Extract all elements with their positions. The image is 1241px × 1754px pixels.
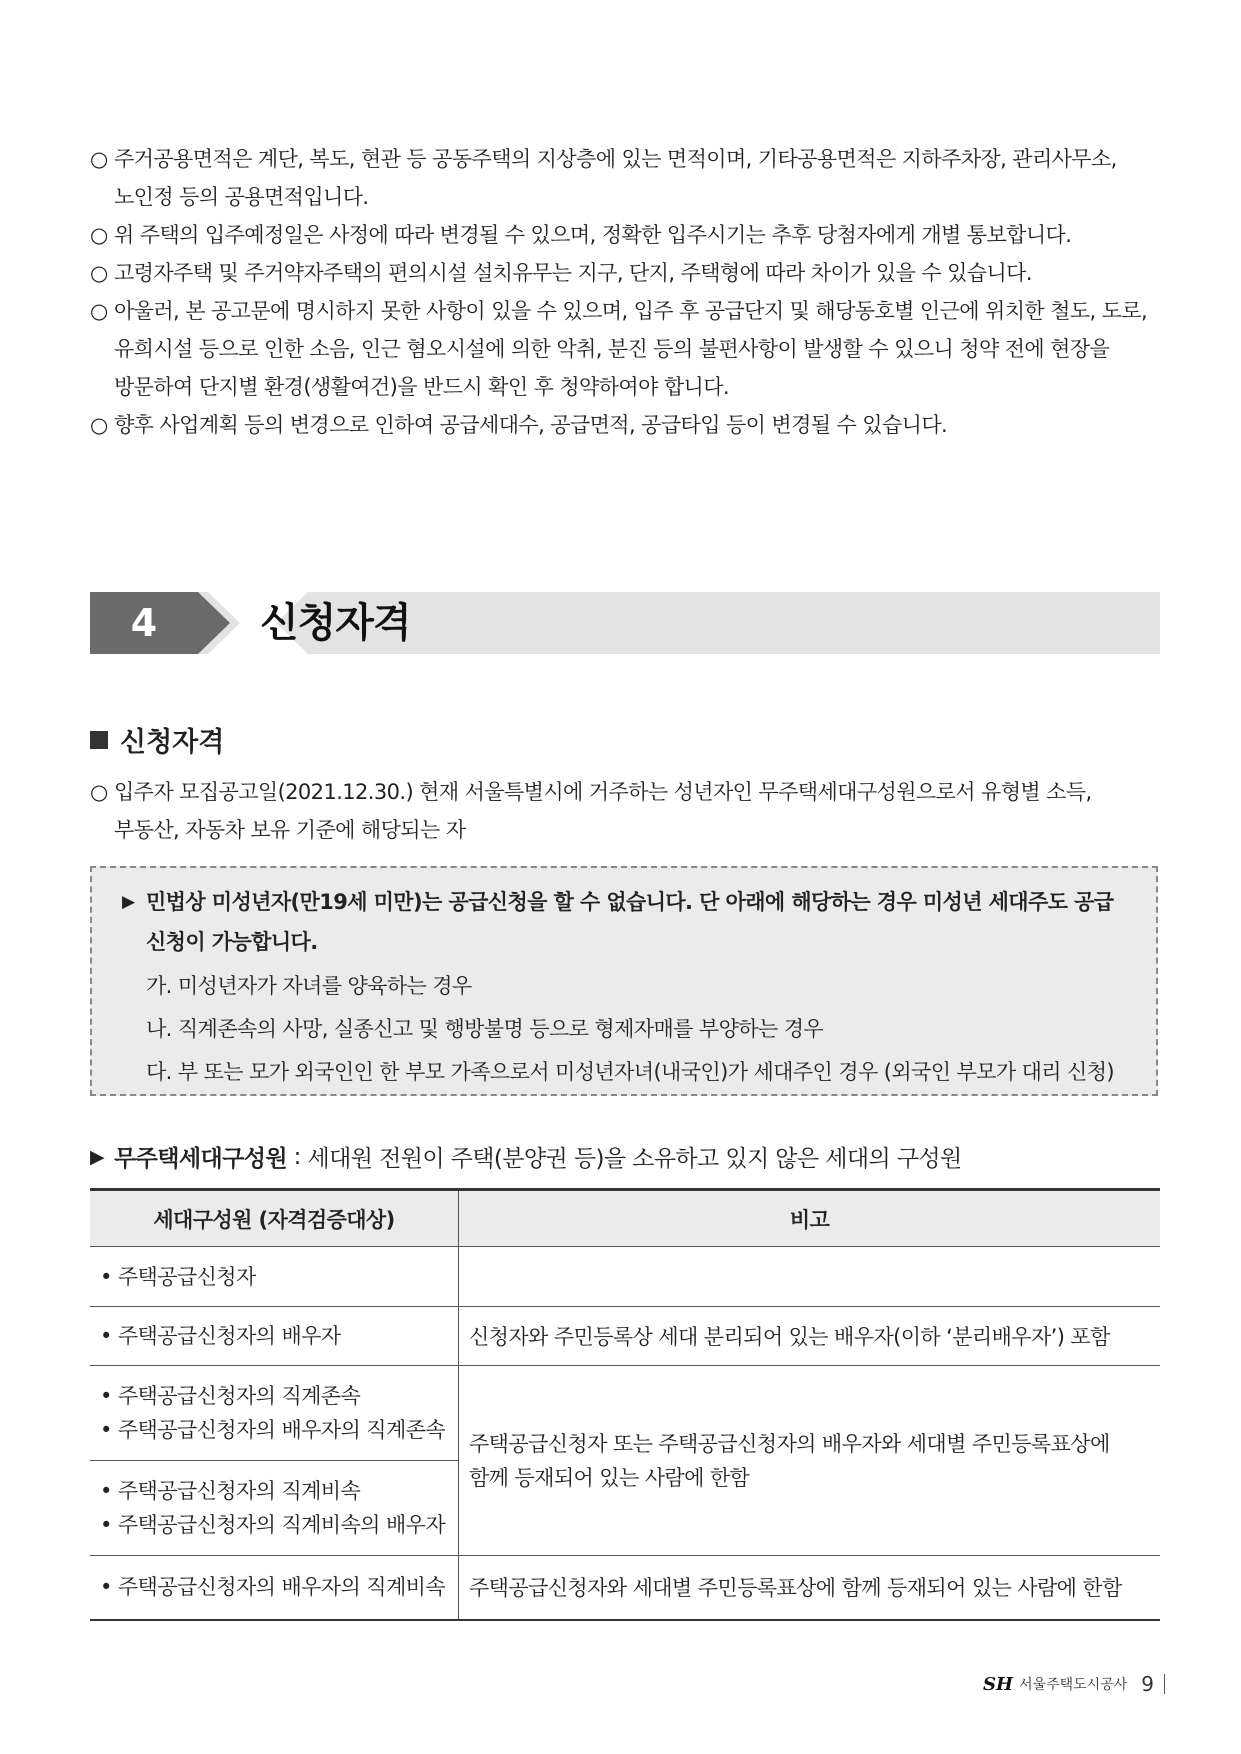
bullet-icon: • — [100, 1575, 112, 1600]
circle-marker-icon: ○ — [90, 223, 108, 247]
member-label: 주택공급신청자의 배우자의 직계존속 — [117, 1418, 446, 1442]
bullet-icon: • — [100, 1264, 112, 1289]
sh-logo: SH — [983, 1673, 1014, 1695]
household-members-table — [90, 1188, 1160, 1621]
note-text: 고령자주택 및 주거약자주택의 편의시설 설치유무는 지구, 단지, 주택형에 따라 차이가 있을 수 있습니다. — [114, 261, 1032, 285]
arrow-right-icon: ▶ — [122, 892, 135, 912]
note-text: 유희시설 등으로 인한 소음, 인근 혐오시설에 의한 악취, 분진 등의 불편사항이 발생할 수 있으니 청약 전에 현장을 — [114, 337, 1110, 361]
section-header — [90, 592, 1160, 654]
table-row — [90, 1556, 1160, 1620]
notes-list — [90, 140, 1160, 444]
eligibility-text: 입주자 모집공고일(2021.12.30.) 현재 서울특별시에 거주하는 성년자인 무주택세대구성원으로서 유형별 소득, — [114, 780, 1092, 804]
circle-marker-icon: ○ — [90, 413, 108, 437]
table-header-row — [90, 1190, 1160, 1247]
minor-notice-box — [90, 866, 1158, 1096]
note-item — [90, 254, 1160, 292]
section-number: 4 — [130, 601, 158, 645]
definition-line — [90, 1140, 962, 1173]
column-header-note: 비고 — [459, 1190, 1161, 1247]
page-footer — [983, 1672, 1165, 1696]
members-cell — [90, 1247, 459, 1307]
bullet-icon: • — [100, 1479, 112, 1503]
arrow-right-icon: ▶ — [90, 1145, 105, 1168]
table-row — [90, 1247, 1160, 1307]
subsection-title: 신청자격 — [120, 727, 225, 758]
note-text: 주택공급신청자 또는 주택공급신청자의 배우자와 세대별 주민등록표상에 — [469, 1431, 1110, 1456]
members-cell — [90, 1461, 459, 1556]
members-cell — [90, 1556, 459, 1620]
exception-item: 다. 부 또는 모가 외국인인 한 부모 가족으로서 미성년자녀(내국인)가 세대주인 경우 (외국인 부모가 대리 신청) — [146, 1060, 1114, 1084]
exception-item: 나. 직계존속의 사망, 실종신고 및 행방불명 등으로 형제자매를 부양하는 경우 — [146, 1017, 824, 1041]
circle-marker-icon: ○ — [90, 780, 108, 804]
square-bullet-icon — [90, 731, 108, 749]
table-row — [90, 1366, 1160, 1461]
note-item — [90, 406, 1160, 444]
note-cell — [459, 1366, 1161, 1556]
circle-marker-icon: ○ — [90, 299, 108, 323]
note-cell: 신청자와 주민등록상 세대 분리되어 있는 배우자(이하 ‘분리배우자’) 포함 — [459, 1307, 1161, 1366]
bullet-icon: • — [100, 1513, 112, 1537]
footer-divider — [1164, 1674, 1165, 1694]
table-row — [90, 1307, 1160, 1366]
column-header-members: 세대구성원 (자격검증대상) — [90, 1190, 459, 1247]
definition-term: 무주택세대구성원 — [114, 1146, 287, 1172]
organization-name: 서울주택도시공사 — [1019, 1677, 1128, 1693]
circle-marker-icon: ○ — [90, 147, 108, 171]
subsection-heading — [90, 720, 224, 759]
member-label: 주택공급신청자의 직계존속 — [117, 1384, 361, 1408]
note-text: 함께 등재되어 있는 사람에 한함 — [469, 1465, 750, 1490]
member-label: 주택공급신청자의 배우자의 직계비속 — [117, 1575, 446, 1600]
definition-text: 세대원 전원이 주택(분양권 등)을 소유하고 있지 않은 세대의 구성원 — [307, 1146, 962, 1172]
member-label: 주택공급신청자의 배우자 — [117, 1324, 341, 1348]
definition-colon: : — [286, 1143, 308, 1170]
members-cell — [90, 1366, 459, 1461]
eligibility-item — [90, 773, 1160, 849]
note-cell — [459, 1247, 1161, 1307]
note-text: 아울러, 본 공고문에 명시하지 못한 사항이 있을 수 있으며, 입주 후 공급단지 및 해당동호별 인근에 위치한 철도, 도로, — [114, 299, 1148, 323]
note-item — [90, 140, 1160, 216]
section-title: 신청자격 — [260, 600, 411, 646]
page-number: 9 — [1141, 1672, 1154, 1696]
minor-notice-text: 신청이 가능합니다. — [146, 930, 318, 954]
bullet-icon: • — [100, 1324, 112, 1348]
minor-notice — [122, 882, 1122, 962]
bullet-icon: • — [100, 1384, 112, 1408]
minor-notice-text: 민법상 미성년자(만19세 미만)는 공급신청을 할 수 없습니다. 단 아래에 해당하는 경우 미성년 세대주도 공급 — [146, 890, 1114, 914]
members-cell — [90, 1307, 459, 1366]
eligibility-text: 부동산, 자동차 보유 기준에 해당되는 자 — [114, 818, 466, 842]
member-label: 주택공급신청자의 직계비속의 배우자 — [117, 1513, 446, 1537]
circle-marker-icon: ○ — [90, 261, 108, 285]
note-text: 향후 사업계획 등의 변경으로 인하여 공급세대수, 공급면적, 공급타입 등이 변경될 수 있습니다. — [114, 413, 948, 437]
note-text: 주거공용면적은 계단, 복도, 현관 등 공동주택의 지상층에 있는 면적이며, 기타공용면적은 지하주차장, 관리사무소, — [114, 147, 1117, 171]
note-cell: 주택공급신청자와 세대별 주민등록표상에 함께 등재되어 있는 사람에 한함 — [459, 1556, 1161, 1620]
bullet-icon: • — [100, 1418, 112, 1442]
note-item — [90, 292, 1160, 406]
exception-item: 가. 미성년자가 자녀를 양육하는 경우 — [146, 974, 472, 998]
member-label: 주택공급신청자 — [117, 1264, 256, 1289]
member-label: 주택공급신청자의 직계비속 — [117, 1479, 361, 1503]
note-item — [90, 216, 1160, 254]
note-text: 노인정 등의 공용면적입니다. — [114, 185, 369, 209]
note-text: 방문하여 단지별 환경(생활여건)을 반드시 확인 후 청약하여야 합니다. — [114, 375, 729, 399]
note-text: 위 주택의 입주예정일은 사정에 따라 변경될 수 있으며, 정확한 입주시기는 추후 당첨자에게 개별 통보합니다. — [114, 223, 1072, 247]
